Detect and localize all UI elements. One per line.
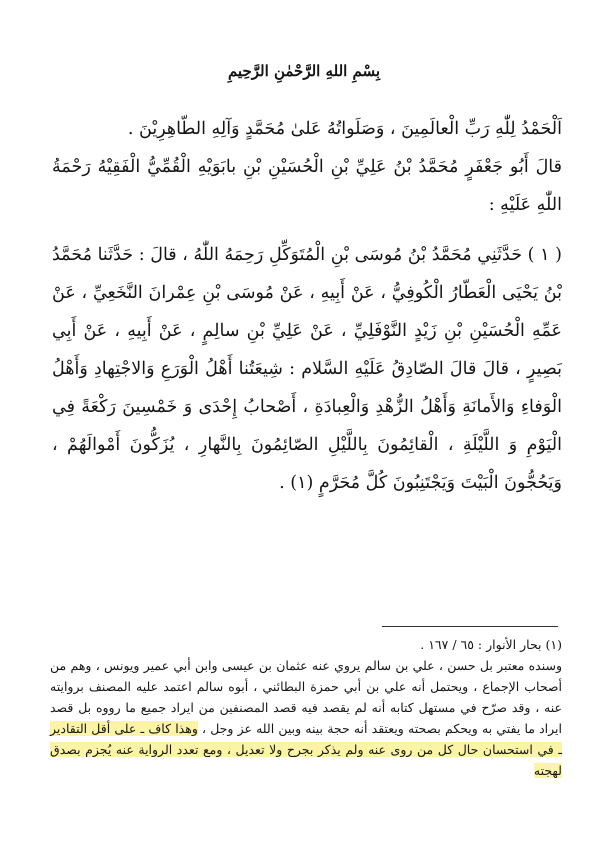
highlighted-passage: وهذا كاف ـ على أقل التقادير ـ في استحسان حال كل من روى عنه ولم يذكر بجرح ولا تعديل ، ومع تعدد الرواية عنه يُجزم بصدق لهجته — [50, 721, 562, 778]
footnote-reference: (١) بحار الأنوار : ٦٥ / ١٦٧ . — [420, 637, 562, 652]
footnotes-block — [50, 634, 562, 781]
footnote-commentary — [50, 655, 562, 781]
hadith-paragraph: ( ١ ) حَدَّثَنِي مُحَمَّدُ بْنُ مُوسَى بْنِ الْمُتَوَكِّلِ رَحِمَهُ اللّٰهُ ، قالَ : حَدَّثَنا مُحَمَّدُ بْنُ يَحْيَى الْعَطّارُ الْكُوفِيُّ ، عَنْ أَبِيهِ ، عَنْ مُوسَى بْنِ عِمْرانَ النَّخَعِيِّ ، عَنْ عَمِّهِ الْحُسَيْنِ بْنِ زَيْدٍ النَّوْفَلِيِّ ، عَنْ عَلِيِّ بْنِ سالِمٍ ، عَنْ أَبِيهِ ، عَنْ أَبِي بَصِيرٍ ، قالَ قالَ الصّادِقُ عَلَيْهِ السَّلام : شِيعَتُنا أَهْلُ الْوَرَعِ وَالاجْتِهادِ وَأَهْلُ الْوَفاءِ وَالأَمانَةِ وَأَهْلُ الزُّهْدِ وَالْعِبادَةِ ، أَصْحابُ إِحْدَى وَ خَمْسِينَ رَكْعَةً فِي الْيَوْمِ وَ اللَّيْلَةِ ، الْقائِمُونَ بِاللَّيْلِ الصّائِمُونَ بِالنَّهارِ ، يُزَكُّونَ أَمْوالَهُمْ ، وَيَحُجُّونَ الْبَيْتَ وَيَجْتَنِبُونَ كُلَّ مُحَرَّمٍ (١) . — [52, 245, 563, 493]
footnote-divider — [382, 626, 558, 627]
praise-paragraph: اَلْحَمْدُ لِلّٰهِ رَبِّ الْعالَمِينَ ، وَصَلَواتُهُ عَلىٰ مُحَمَّدٍ وَآلِهِ الطّاهِرِيْنَ . — [127, 119, 562, 139]
author-paragraph: قالَ أَبُو جَعْفَرٍ مُحَمَّدُ بْنُ عَلِيِّ بْنِ الْحُسَيْنِ بْنِ بابَوَيْهِ الْقُمِّيُّ الْفَقِيْهُ رَحْمَةُ اللّٰهِ عَلَيْهِ : — [52, 157, 562, 215]
footnote-commentary-text: وسنده معتبر بل حسن ، علي بن سالم يروي عنه عثمان بن عيسى وابن أبي عمير ويونس ، وهم من أصحاب الإجماع ، ويحتمل أنه علي بن أبي حمزة البطائني ، أبوه سالم اعتمد عليه المصنف بروايته عنه ، وقد صرّح في مستهل كتابه أنه لم يقصد فيه قصد المصنفين من ايراد جميع ما رووه بل قصد ايراد ما يفتي به ويحكم بصحته ويعتقد أنه حجة بينه وبين الله عز وجل ، — [50, 658, 562, 736]
main-text-block — [52, 110, 562, 502]
basmala-heading: بِسْمِ اللهِ الرَّحْمٰنِ الرَّحِيمِ — [227, 62, 381, 80]
